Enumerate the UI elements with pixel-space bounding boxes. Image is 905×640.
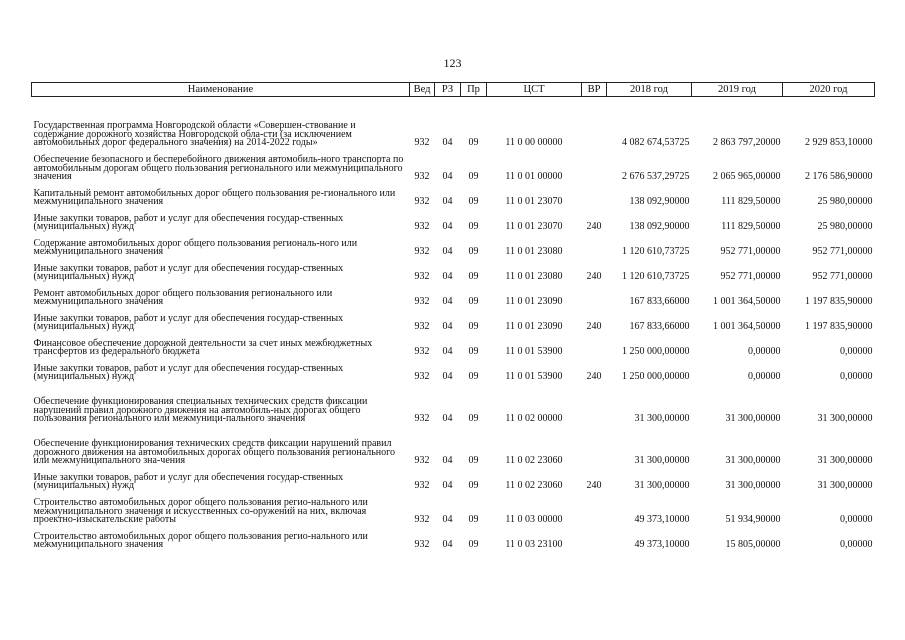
row-ved: 932 (414, 320, 430, 332)
table-row (32, 524, 875, 549)
row-ved: 932 (414, 270, 430, 282)
row-pr: 09 (468, 295, 479, 307)
row-pr: 09 (468, 170, 479, 182)
row-2020: 25 980,00000 (817, 195, 873, 207)
row-name: Обеспечение функционирования специальных технических средств фиксации нарушений правил дорожного движения на автомобиль-ных дорогах общего пользования регионального или межмуници-пального значения (33, 396, 368, 424)
row-2018: 4 082 674,53725 (622, 136, 690, 148)
row-2020: 952 771,00000 (812, 245, 873, 257)
row-cst: 11 0 03 23100 (505, 538, 563, 550)
row-2019: 31 300,00000 (725, 412, 781, 424)
table-row (32, 306, 875, 331)
row-name: Содержание автомобильных дорог общего пользования региональ-ного или межмуниципального значения (33, 237, 358, 257)
row-cst: 11 0 01 23070 (505, 195, 563, 207)
row-name: Обеспечение безопасного и бесперебойного движения автомобиль-ного транспорта по автомобильным дорогам общего пользования регионального или межмуниципального значения (33, 154, 404, 182)
header-2018: 2018 год (607, 83, 692, 97)
row-rz: 04 (442, 136, 453, 148)
header-2019: 2019 год (692, 83, 783, 97)
row-cst: 11 0 02 23060 (505, 479, 563, 491)
row-2019: 952 771,00000 (720, 245, 781, 257)
table-row (32, 356, 875, 381)
row-name: Иные закупки товаров, работ и услуг для обеспечения государ-ственных (муниципальных) нужд (33, 212, 344, 232)
table-row (32, 231, 875, 256)
row-pr: 09 (468, 454, 479, 466)
row-vr: 240 (586, 320, 602, 332)
row-vr (582, 423, 607, 465)
table-row (32, 256, 875, 281)
row-ved: 932 (414, 245, 430, 257)
row-ved: 932 (414, 170, 430, 182)
row-cst: 11 0 01 23090 (505, 320, 563, 332)
table-row (32, 381, 875, 423)
row-pr: 09 (468, 136, 479, 148)
row-ved: 932 (414, 370, 430, 382)
row-ved: 932 (414, 479, 430, 491)
row-pr: 09 (468, 195, 479, 207)
row-2019: 2 863 797,20000 (713, 136, 781, 148)
row-ved: 932 (414, 220, 430, 232)
row-cst: 11 0 02 00000 (505, 412, 563, 424)
row-ved: 932 (414, 513, 430, 525)
row-pr: 09 (468, 513, 479, 525)
table-row (32, 281, 875, 306)
row-2018: 31 300,00000 (634, 479, 690, 491)
row-cst: 11 0 01 23070 (505, 220, 563, 232)
row-name: Государственная программа Новгородской области «Совершен-ствование и содержание дорожного хозяйства Новгородской обла-сти (за исключением автомобильных дорог федерального значения) на 2014-2022 годы» (33, 120, 356, 148)
row-cst: 11 0 01 23080 (505, 270, 563, 282)
row-vr (582, 97, 607, 148)
table-row (32, 97, 875, 148)
row-rz: 04 (442, 195, 453, 207)
row-pr: 09 (468, 270, 479, 282)
row-vr (582, 490, 607, 524)
row-ved: 932 (414, 136, 430, 148)
table-row (32, 331, 875, 356)
row-name: Иные закупки товаров, работ и услуг для обеспечения государ-ственных (муниципальных) нужд (33, 471, 344, 491)
row-2020: 0,00000 (840, 538, 873, 550)
row-ved: 932 (414, 538, 430, 550)
row-pr: 09 (468, 538, 479, 550)
page-number: 123 (443, 56, 462, 70)
row-ved: 932 (414, 345, 430, 357)
row-rz: 04 (442, 454, 453, 466)
row-vr (582, 281, 607, 306)
row-ved: 932 (414, 195, 430, 207)
row-2018: 167 833,66000 (629, 295, 690, 307)
row-2018: 31 300,00000 (634, 454, 690, 466)
row-2018: 1 120 610,73725 (622, 245, 690, 257)
row-vr (582, 231, 607, 256)
row-2020: 2 176 586,90000 (805, 170, 873, 182)
header-name: Наименование (32, 83, 410, 97)
row-2020: 25 980,00000 (817, 220, 873, 232)
row-2018: 49 373,10000 (634, 513, 690, 525)
row-pr: 09 (468, 412, 479, 424)
row-cst: 11 0 01 23090 (505, 295, 563, 307)
row-cst: 11 0 01 23080 (505, 245, 563, 257)
row-2018: 2 676 537,29725 (622, 170, 690, 182)
table-row (32, 423, 875, 465)
row-rz: 04 (442, 270, 453, 282)
row-rz: 04 (442, 170, 453, 182)
row-2018: 167 833,66000 (629, 320, 690, 332)
row-2020: 1 197 835,90000 (805, 295, 873, 307)
table-header-row (32, 83, 875, 97)
row-pr: 09 (468, 220, 479, 232)
row-vr (582, 147, 607, 181)
row-pr: 09 (468, 245, 479, 257)
row-2020: 2 929 853,10000 (805, 136, 873, 148)
row-2019: 0,00000 (748, 345, 781, 357)
row-2019: 952 771,00000 (720, 270, 781, 282)
row-vr: 240 (586, 220, 602, 232)
row-cst: 11 0 01 00000 (505, 170, 563, 182)
row-pr: 09 (468, 479, 479, 491)
row-name: Иные закупки товаров, работ и услуг для обеспечения государ-ственных (муниципальных) нужд (33, 262, 344, 282)
row-rz: 04 (442, 220, 453, 232)
row-2018: 1 250 000,00000 (622, 345, 690, 357)
budget-table (31, 82, 875, 549)
row-2019: 31 300,00000 (725, 454, 781, 466)
row-2020: 0,00000 (840, 345, 873, 357)
header-pr: Пр (461, 83, 487, 97)
row-2018: 49 373,10000 (634, 538, 690, 550)
row-2020: 952 771,00000 (812, 270, 873, 282)
table-row (32, 206, 875, 231)
row-2020: 31 300,00000 (817, 412, 873, 424)
row-rz: 04 (442, 412, 453, 424)
table-row (32, 465, 875, 490)
row-name: Иные закупки товаров, работ и услуг для обеспечения государ-ственных (муниципальных) нужд (33, 362, 344, 382)
row-cst: 11 0 01 53900 (505, 345, 563, 357)
row-2020: 31 300,00000 (817, 479, 873, 491)
row-2020: 0,00000 (840, 370, 873, 382)
row-vr: 240 (586, 270, 602, 282)
row-pr: 09 (468, 370, 479, 382)
row-cst: 11 0 00 00000 (505, 136, 563, 148)
row-name: Строительство автомобильных дорог общего пользования регио-нального или межмуниципального значения (33, 530, 368, 550)
header-ved: Вед (410, 83, 435, 97)
row-name: Строительство автомобильных дорог общего пользования регио-нального или межмуниципального значения и искусственных со-оружений на них, включая проектно-изыскательские работы (33, 497, 368, 525)
row-2019: 31 300,00000 (725, 479, 781, 491)
row-2018: 1 120 610,73725 (622, 270, 690, 282)
row-2019: 111 829,50000 (721, 195, 781, 207)
header-vr: ВР (582, 83, 607, 97)
row-ved: 932 (414, 412, 430, 424)
row-ved: 932 (414, 295, 430, 307)
row-2020: 0,00000 (840, 513, 873, 525)
row-2020: 31 300,00000 (817, 454, 873, 466)
row-cst: 11 0 03 00000 (505, 513, 563, 525)
row-cst: 11 0 01 53900 (505, 370, 563, 382)
row-vr (582, 181, 607, 206)
row-pr: 09 (468, 345, 479, 357)
header-cst: ЦСТ (487, 83, 582, 97)
row-name: Обеспечение функционирования технических средств фиксации нарушений правил дорожного движения на автомобильных дорогах общего пользования регионального или межмуниципального зна-чения (33, 438, 395, 466)
row-2019: 51 934,90000 (725, 513, 781, 525)
table-row (32, 181, 875, 206)
row-2019: 1 001 364,50000 (713, 320, 781, 332)
row-2018: 31 300,00000 (634, 412, 690, 424)
row-rz: 04 (442, 345, 453, 357)
row-name: Ремонт автомобильных дорог общего пользования регионального или межмуниципального значения (33, 287, 333, 307)
row-rz: 04 (442, 320, 453, 332)
row-2019: 111 829,50000 (721, 220, 781, 232)
row-2019: 1 001 364,50000 (713, 295, 781, 307)
row-2019: 0,00000 (748, 370, 781, 382)
row-vr: 240 (586, 370, 602, 382)
row-2020: 1 197 835,90000 (805, 320, 873, 332)
row-rz: 04 (442, 295, 453, 307)
row-cst: 11 0 02 23060 (505, 454, 563, 466)
row-rz: 04 (442, 370, 453, 382)
row-name: Капитальный ремонт автомобильных дорог общего пользования ре-гионального или межмуниципального значения (33, 187, 396, 207)
row-2018: 1 250 000,00000 (622, 370, 690, 382)
row-2018: 138 092,90000 (629, 220, 690, 232)
row-rz: 04 (442, 538, 453, 550)
row-2018: 138 092,90000 (629, 195, 690, 207)
row-pr: 09 (468, 320, 479, 332)
row-2019: 15 805,00000 (725, 538, 781, 550)
row-2019: 2 065 965,00000 (713, 170, 781, 182)
row-vr (582, 381, 607, 423)
row-name: Финансовое обеспечение дорожной деятельности за счет иных межбюджетных трансфертов из федерального бюджета (33, 337, 373, 357)
row-rz: 04 (442, 513, 453, 525)
header-2020: 2020 год (783, 83, 875, 97)
row-rz: 04 (442, 479, 453, 491)
row-vr (582, 524, 607, 549)
header-rz: РЗ (435, 83, 461, 97)
row-name: Иные закупки товаров, работ и услуг для обеспечения государ-ственных (муниципальных) нужд (33, 312, 344, 332)
row-vr: 240 (586, 479, 602, 491)
table-row (32, 490, 875, 524)
row-vr (582, 331, 607, 356)
table-row (32, 147, 875, 181)
row-ved: 932 (414, 454, 430, 466)
row-rz: 04 (442, 245, 453, 257)
